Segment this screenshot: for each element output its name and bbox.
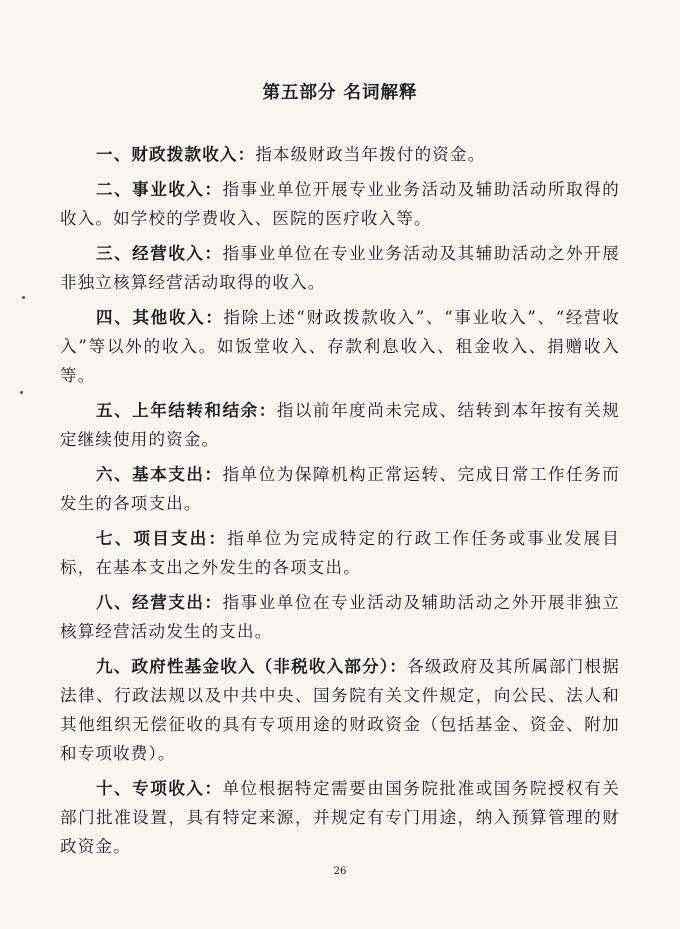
definitions-list <box>60 140 620 867</box>
definition-paragraph <box>60 303 620 390</box>
definition-text: 指事业单位在专业业务活动及其辅助活动之外开展非独立核算经营活动取得的收入。 <box>60 244 620 292</box>
definition-term: 四、其他收入： <box>96 308 224 327</box>
definition-term: 九、政府性基金收入（非税收入部分）： <box>96 657 408 676</box>
definition-paragraph <box>60 774 620 861</box>
definition-term: 一、财政拨款收入： <box>96 145 256 164</box>
definition-paragraph <box>60 588 620 646</box>
definition-text: 指事业单位开展专业业务活动及辅助活动所取得的收入。如学校的学费收入、医院的医疗收入等。 <box>60 180 620 228</box>
definition-term: 七、项目支出： <box>96 529 228 548</box>
page-number: 26 <box>333 866 347 877</box>
definition-paragraph <box>60 652 620 768</box>
scan-speck <box>22 296 25 299</box>
definition-text: 指以前年度尚未完成、结转到本年按有关规定继续使用的资金。 <box>60 401 620 449</box>
definition-text: 指除上述“财政拨款收入”、“事业收入”、“经营收入”等以外的收入。如饭堂收入、存款利息收入、租金收入、捐赠收入等。 <box>60 308 620 385</box>
definition-paragraph <box>60 239 620 297</box>
definition-text: 各级政府及其所属部门根据法律、行政法规以及中共中央、国务院有关文件规定，向公民、法人和其他组织无偿征收的具有专项用途的财政资金（包括基金、资金、附加和专项收费）。 <box>60 657 620 763</box>
definition-term: 二、事业收入： <box>96 180 223 199</box>
scan-speck <box>20 391 23 394</box>
definition-paragraph <box>60 140 620 169</box>
definition-term: 六、基本支出： <box>96 465 223 484</box>
definition-text: 指单位为保障机构正常运转、完成日常工作任务而发生的各项支出。 <box>60 465 620 513</box>
definition-paragraph <box>60 396 620 454</box>
definition-term: 八、经营支出： <box>96 593 223 612</box>
definition-text: 指本级财政当年拨付的资金。 <box>255 145 486 164</box>
definition-text: 指事业单位在专业活动及辅助活动之外开展非独立核算经营活动发生的支出。 <box>60 593 620 641</box>
definition-term: 三、经营收入： <box>96 244 223 263</box>
definition-term: 十、专项收入： <box>96 779 223 798</box>
definition-text: 指单位为完成特定的行政工作任务或事业发展目标，在基本支出之外发生的各项支出。 <box>60 529 620 577</box>
page-title: 第五部分 名词解释 <box>262 83 418 103</box>
definition-text: 单位根据特定需要由国务院批准或国务院授权有关部门批准设置，具有特定来源，并规定有专门用途，纳入预算管理的财政资金。 <box>60 779 620 856</box>
definition-paragraph <box>60 460 620 518</box>
definition-term: 五、上年结转和结余： <box>96 401 277 420</box>
definition-paragraph <box>60 175 620 233</box>
definition-paragraph <box>60 524 620 582</box>
